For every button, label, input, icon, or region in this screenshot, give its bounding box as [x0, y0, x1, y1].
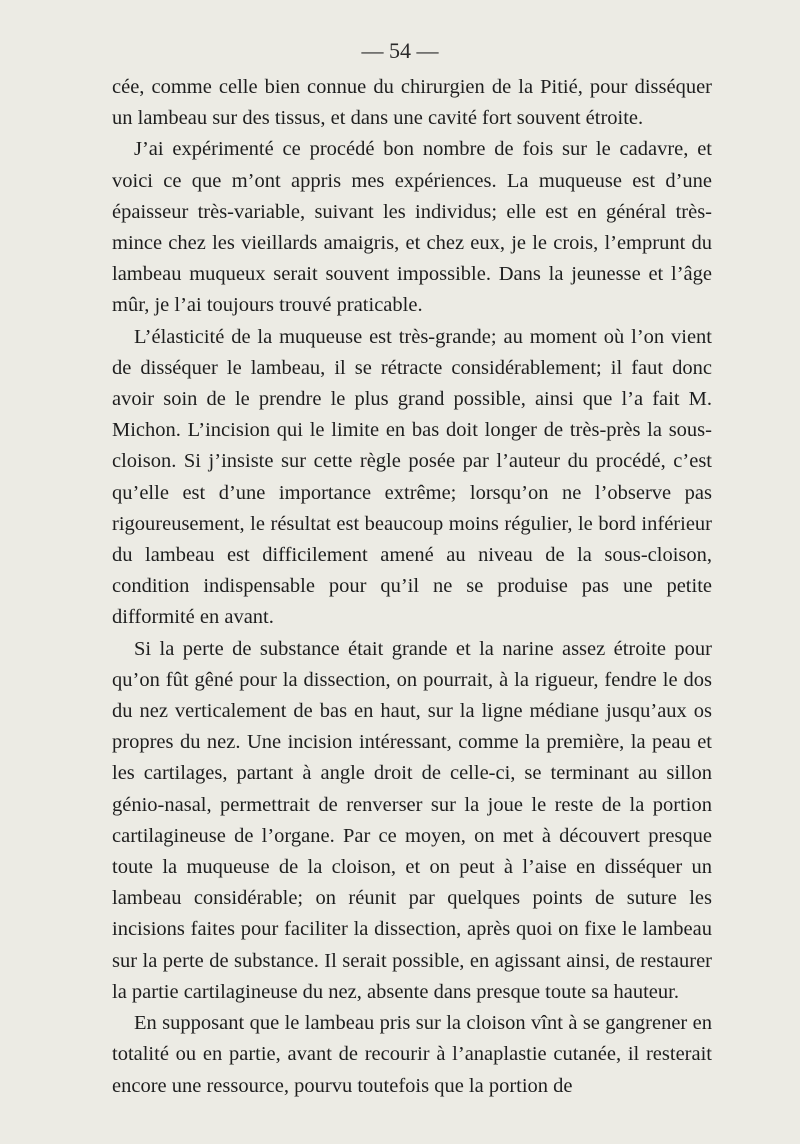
body-text [112, 72, 712, 1102]
paragraph: En supposant que le lambeau pris sur la cloison vînt à se gangrener en totalité ou en partie, avant de recourir à l’anaplastie cutanée, il resterait encore une ressource, pourvu toutefois que la portion de [112, 1012, 712, 1097]
page-number: — 54 — [361, 38, 439, 63]
paragraph: Si la perte de substance était grande et la narine assez étroite pour qu’on fût gêné pour la dissection, on pourrait, à la rigueur, fendre le dos du nez verticalement de bas en haut, sur la ligne médiane jusqu’aux os propres du nez. Une incision intéressant, comme la première, la peau et les cartilages, partant à angle droit de celle-ci, se terminant au sillon génio-nasal, permettrait de renverser sur la joue le reste de la portion cartilagineuse de l’organe. Par ce moyen, on met à découvert presque toute la muqueuse de la cloison, et on peut à l’aise en disséquer un lambeau considérable; on réunit par quelques points de suture les incisions faites pour faciliter la dissection, après quoi on fixe le lambeau sur la perte de substance. Il serait possible, en agissant ainsi, de restaurer la partie cartilagineuse du nez, absente dans presque toute sa hauteur. [112, 637, 712, 1003]
paragraph: L’élasticité de la muqueuse est très-grande; au moment où l’on vient de disséquer le lambeau, il se rétracte considérablement; il faut donc avoir soin de le prendre le plus grand possible, ainsi que l’a fait M. Michon. L’incision qui le limite en bas doit longer de très-près la sous-cloison. Si j’insiste sur cette règle posée par l’auteur du procédé, c’est qu’elle est d’une importance extrême; lorsqu’on ne l’observe pas rigoureusement, le résultat est beaucoup moins régulier, le bord inférieur du lambeau est difficilement amené au niveau de la sous-cloison, condition indispensable pour qu’il ne se produise pas une petite difformité en avant. [112, 325, 712, 629]
paragraph: J’ai expérimenté ce procédé bon nombre de fois sur le cadavre, et voici ce que m’ont appris mes expériences. La muqueuse est d’une épaisseur très-variable, suivant les individus; elle est en général très-mince chez les vieillards amaigris, et chez eux, je le crois, l’emprunt du lambeau muqueux serait souvent impossible. Dans la jeunesse et l’âge mûr, je l’ai toujours trouvé praticable. [112, 138, 712, 317]
paragraph: cée, comme celle bien connue du chirurgien de la Pitié, pour disséquer un lambeau sur des tissus, et dans une cavité fort souvent étroite. [112, 76, 712, 130]
